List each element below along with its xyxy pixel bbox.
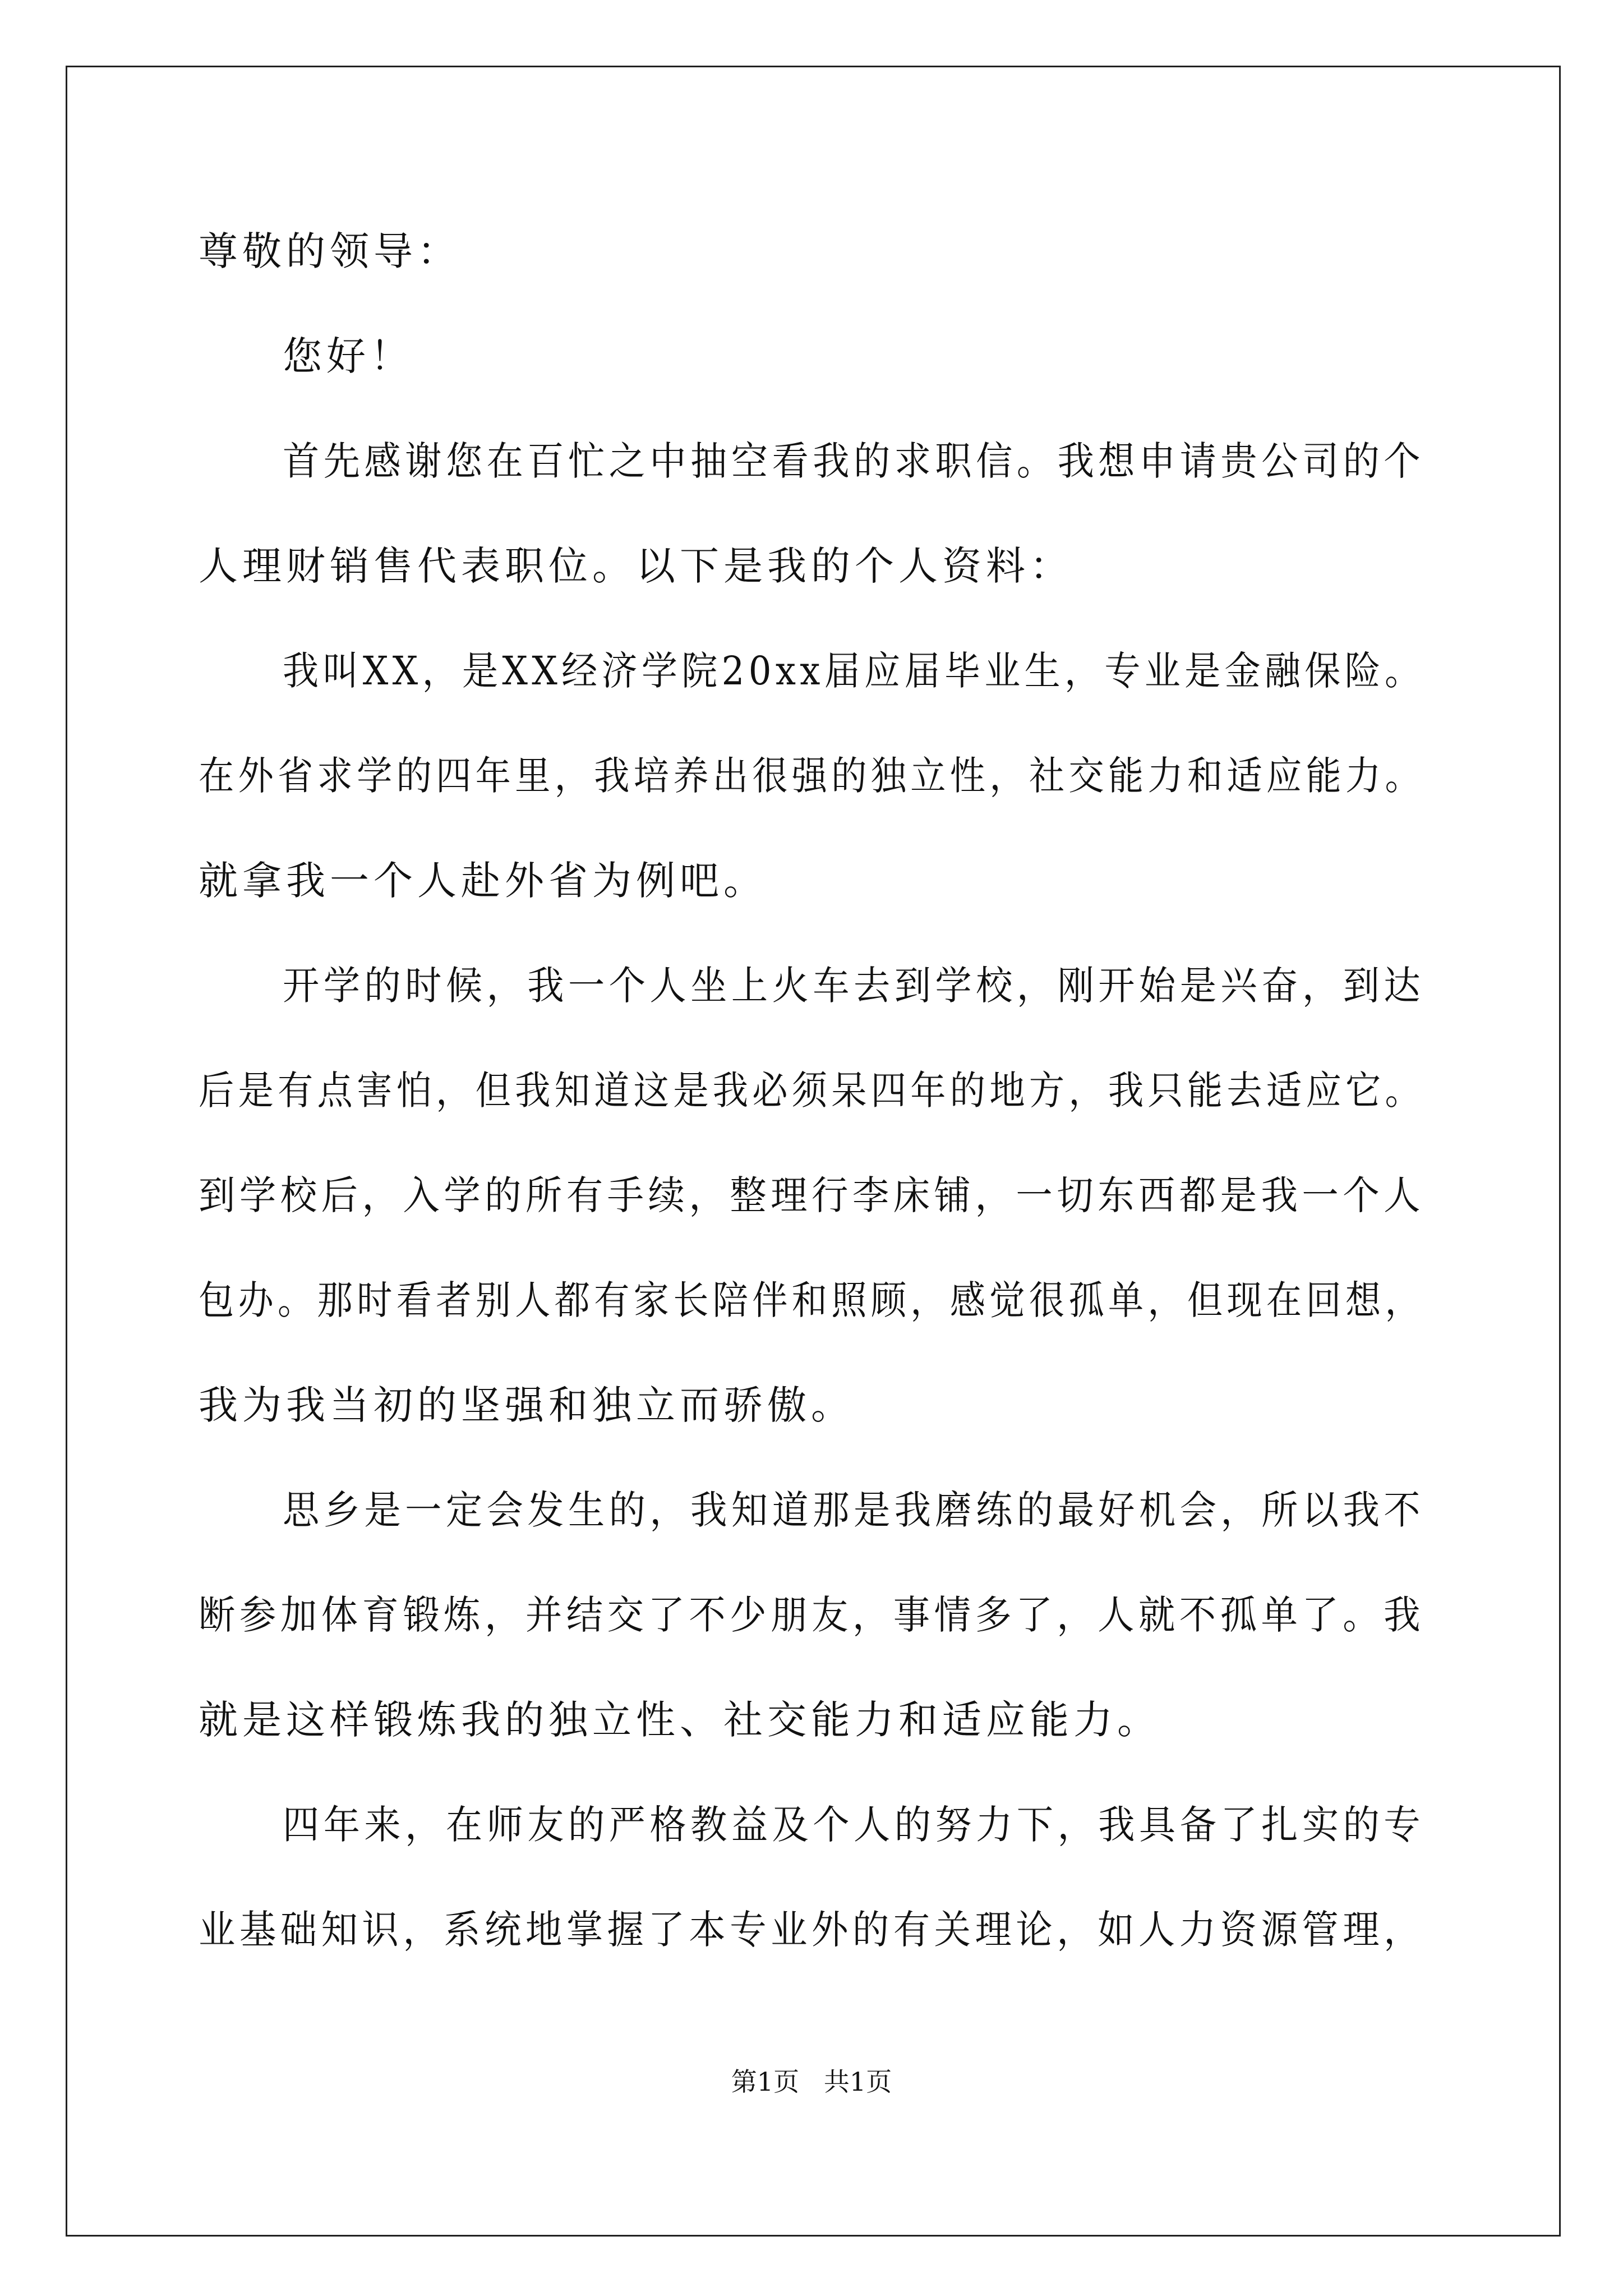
- body-line: 断参加体育锻炼，并结交了不少朋友，事情多了，人就不孤单了。我: [199, 1592, 1424, 1638]
- body-line: 开学的时候，我一个人坐上火车去到学校，刚开始是兴奋，到达: [283, 963, 1424, 1009]
- body-line: 四年来，在师友的严格教益及个人的努力下，我具备了扎实的专: [283, 1802, 1424, 1848]
- body-line: 就是这样锻炼我的独立性、社交能力和适应能力。: [199, 1697, 1161, 1743]
- page-number-footer: 第1页 共1页: [731, 2067, 892, 2097]
- body-line: 我叫XX，是XX经济学院20xx届应届毕业生，专业是金融保险。: [283, 648, 1425, 694]
- body-line: 首先感谢您在百忙之中抽空看我的求职信。我想申请贵公司的个: [283, 438, 1424, 484]
- body-line: 就拿我一个人赴外省为例吧。: [199, 858, 767, 904]
- body-line: 后是有点害怕，但我知道这是我必须呆四年的地方，我只能去适应它。: [199, 1068, 1424, 1114]
- body-line: 业基础知识，系统地掌握了本专业外的有关理论，如人力资源管理，: [199, 1907, 1424, 1953]
- body-line: 人理财销售代表职位。以下是我的个人资料：: [199, 543, 1073, 589]
- body-line: 在外省求学的四年里，我培养出很强的独立性，社交能力和适应能力。: [199, 753, 1424, 799]
- greeting-line: 您好！: [283, 333, 414, 379]
- body-line: 包办。那时看者别人都有家长陪伴和照顾，感觉很孤单，但现在回想，: [199, 1277, 1424, 1323]
- body-line: 到学校后，入学的所有手续，整理行李床铺，一切东西都是我一个人: [199, 1172, 1424, 1218]
- body-line: 我为我当初的坚强和独立而骄傲。: [199, 1382, 855, 1428]
- body-line: 思乡是一定会发生的，我知道那是我磨练的最好机会，所以我不: [283, 1487, 1424, 1533]
- salutation-line: 尊敬的领导：: [199, 228, 461, 274]
